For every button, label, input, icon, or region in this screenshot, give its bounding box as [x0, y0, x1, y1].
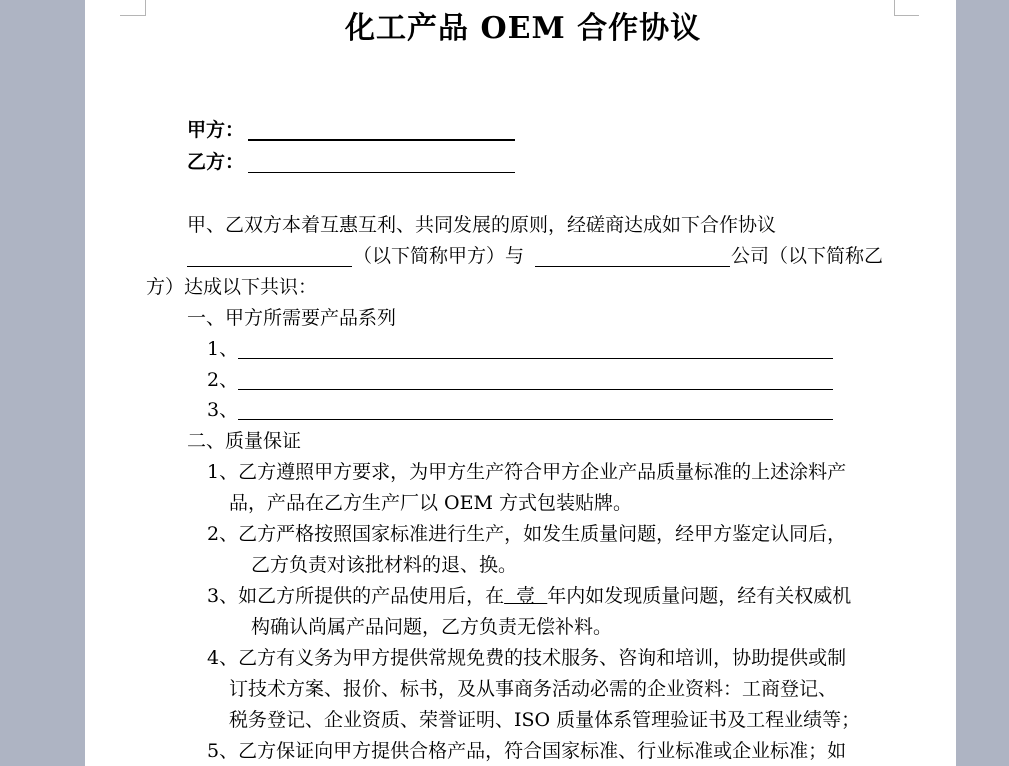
- section-2-title: 二、质量保证: [187, 430, 302, 452]
- clause-4-line-2: 订技术方案、报价、标书，及从事商务活动必需的企业资料：工商登记、: [229, 678, 838, 700]
- clause-4-line-3: 税务登记、企业资质、荣誉证明、ISO 质量体系管理验证书及工程业绩等；: [229, 709, 861, 731]
- clause-3-line-2: 构确认尚属产品问题，乙方负责无偿补料。: [251, 616, 613, 638]
- clause-3-years: 壹: [504, 585, 548, 607]
- clause-5-line-1: 5、乙方保证向甲方提供合格产品，符合国家标准、行业标准或企业标准；如: [207, 740, 847, 762]
- clause-3-pre: 3、如乙方所提供的产品使用后，在: [207, 585, 505, 607]
- document-title: 化工产品 OEM 合作协议: [345, 11, 702, 46]
- party-a-blank[interactable]: [248, 139, 515, 141]
- clause-1-line-1: 1、乙方遵照甲方要求，为甲方生产符合甲方企业产品质量标准的上述涂料产: [207, 461, 847, 483]
- intro-blank-1[interactable]: [187, 266, 352, 267]
- clause-2-line-1: 2、乙方严格按照国家标准进行生产，如发生质量问题，经甲方鉴定认同后，: [207, 523, 847, 545]
- party-b-label: 乙方：: [187, 151, 245, 173]
- section-1-item-1: 1、: [207, 338, 239, 360]
- intro-line-3: 方）达成以下共识：: [146, 276, 318, 298]
- clause-1-line-2: 品，产品在乙方生产厂以 OEM 方式包装贴牌。: [229, 492, 632, 514]
- intro-blank-2[interactable]: [535, 266, 730, 267]
- section-1-item-1-blank[interactable]: [238, 358, 833, 359]
- section-1-item-2: 2、: [207, 369, 239, 391]
- party-b-blank[interactable]: [248, 172, 515, 173]
- clause-4-line-1: 4、乙方有义务为甲方提供常规免费的技术服务、咨询和培训，协助提供或制: [207, 647, 847, 669]
- section-1-item-2-blank[interactable]: [238, 389, 833, 390]
- clause-3-line-1: [207, 585, 851, 607]
- party-a-label: 甲方：: [187, 119, 245, 141]
- margin-corner-marker: [120, 0, 146, 16]
- clause-2-line-2: 乙方负责对该批材料的退、换。: [251, 554, 518, 576]
- clause-3-post: 年内如发现质量问题，经有关权威机: [547, 585, 852, 607]
- intro-line-2-mid: （以下简称甲方）与: [353, 245, 525, 267]
- intro-line-1: 甲、乙双方本着互惠互利、共同发展的原则，经磋商达成如下合作协议: [187, 214, 777, 236]
- section-1-item-3: 3、: [207, 399, 239, 421]
- section-1-title: 一、甲方所需要产品系列: [187, 307, 397, 329]
- section-1-item-3-blank[interactable]: [238, 419, 833, 420]
- intro-line-2-end: 公司（以下简称乙: [731, 245, 884, 267]
- margin-corner-marker: [894, 0, 919, 16]
